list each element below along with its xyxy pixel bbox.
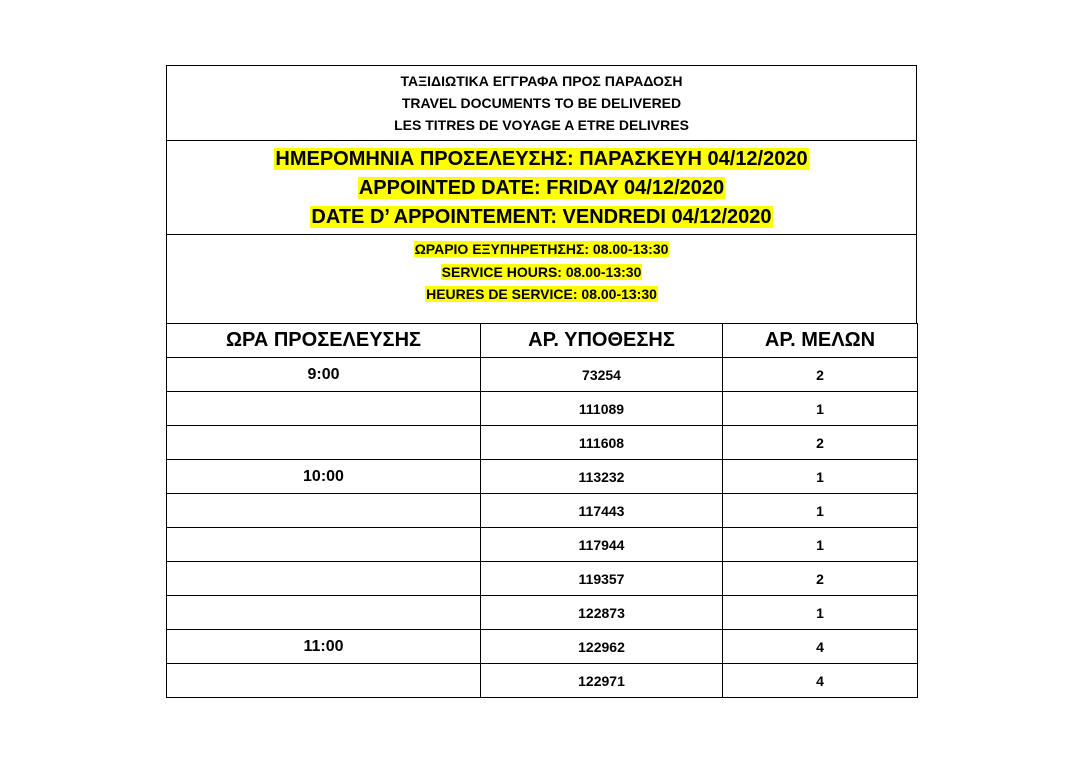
table-row xyxy=(167,392,918,426)
members-cell: 1 xyxy=(723,460,918,494)
case-number-cell: 119357 xyxy=(481,562,723,596)
appointments-table xyxy=(166,323,918,698)
members-cell: 1 xyxy=(723,392,918,426)
case-number-cell: 122873 xyxy=(481,596,723,630)
members-cell: 1 xyxy=(723,596,918,630)
table-row xyxy=(167,596,918,630)
appointment-date-french: DATE D’ APPOINTEMENT: VENDREDI 04/12/2020 xyxy=(311,206,772,228)
table-row xyxy=(167,630,918,664)
table-row xyxy=(167,494,918,528)
title-line-greek: ΤΑΞΙΔΙΩΤΙΚΑ ΕΓΓΡΑΦΑ ΠΡΟΣ ΠΑΡΑΔΟΣΗ xyxy=(400,73,683,89)
time-cell xyxy=(167,392,481,426)
appointment-date-greek: ΗΜΕΡΟΜΗΝΙΑ ΠΡΟΣΕΛΕΥΣΗΣ: ΠΑΡΑΣΚΕΥΗ 04/12/2020 xyxy=(275,148,808,170)
case-number-cell: 111608 xyxy=(481,426,723,460)
table-row xyxy=(167,426,918,460)
members-cell: 4 xyxy=(723,664,918,698)
service-hours-english: SERVICE HOURS: 08.00-13:30 xyxy=(441,263,642,280)
table-row xyxy=(167,664,918,698)
service-hours-box xyxy=(166,234,917,323)
table-row xyxy=(167,528,918,562)
time-cell xyxy=(167,596,481,630)
service-hours-greek: ΩΡΑΡΙΟ ΕΞΥΠΗΡΕΤΗΣΗΣ: 08.00-13:30 xyxy=(414,241,669,257)
table-row xyxy=(167,562,918,596)
time-cell xyxy=(167,494,481,528)
document xyxy=(166,65,917,698)
members-cell: 2 xyxy=(723,358,918,392)
time-cell: 10:00 xyxy=(167,460,481,494)
members-cell: 4 xyxy=(723,630,918,664)
time-cell xyxy=(167,528,481,562)
table-row xyxy=(167,460,918,494)
title-line-english: TRAVEL DOCUMENTS TO BE DELIVERED xyxy=(401,95,682,111)
members-cell: 1 xyxy=(723,494,918,528)
case-number-cell: 111089 xyxy=(481,392,723,426)
case-number-cell: 122962 xyxy=(481,630,723,664)
case-number-cell: 117944 xyxy=(481,528,723,562)
column-header-members: ΑΡ. ΜΕΛΩΝ xyxy=(723,324,918,358)
appointment-date-box xyxy=(166,140,917,234)
service-hours-french: HEURES DE SERVICE: 08.00-13:30 xyxy=(426,286,657,302)
time-cell xyxy=(167,426,481,460)
members-cell: 2 xyxy=(723,426,918,460)
case-number-cell: 117443 xyxy=(481,494,723,528)
title-box xyxy=(166,65,917,140)
table-header-row xyxy=(167,324,918,358)
members-cell: 1 xyxy=(723,528,918,562)
time-cell xyxy=(167,664,481,698)
table-row xyxy=(167,358,918,392)
column-header-time: ΩΡΑ ΠΡΟΣΕΛΕΥΣΗΣ xyxy=(167,324,481,358)
case-number-cell: 122971 xyxy=(481,664,723,698)
title-line-french: LES TITRES DE VOYAGE A ETRE DELIVRES xyxy=(394,117,689,133)
time-cell: 11:00 xyxy=(167,630,481,664)
column-header-case-number: ΑΡ. ΥΠΟΘΕΣΗΣ xyxy=(481,324,723,358)
time-cell: 9:00 xyxy=(167,358,481,392)
appointment-date-english: APPOINTED DATE: FRIDAY 04/12/2020 xyxy=(358,177,725,199)
time-cell xyxy=(167,562,481,596)
case-number-cell: 73254 xyxy=(481,358,723,392)
members-cell: 2 xyxy=(723,562,918,596)
case-number-cell: 113232 xyxy=(481,460,723,494)
